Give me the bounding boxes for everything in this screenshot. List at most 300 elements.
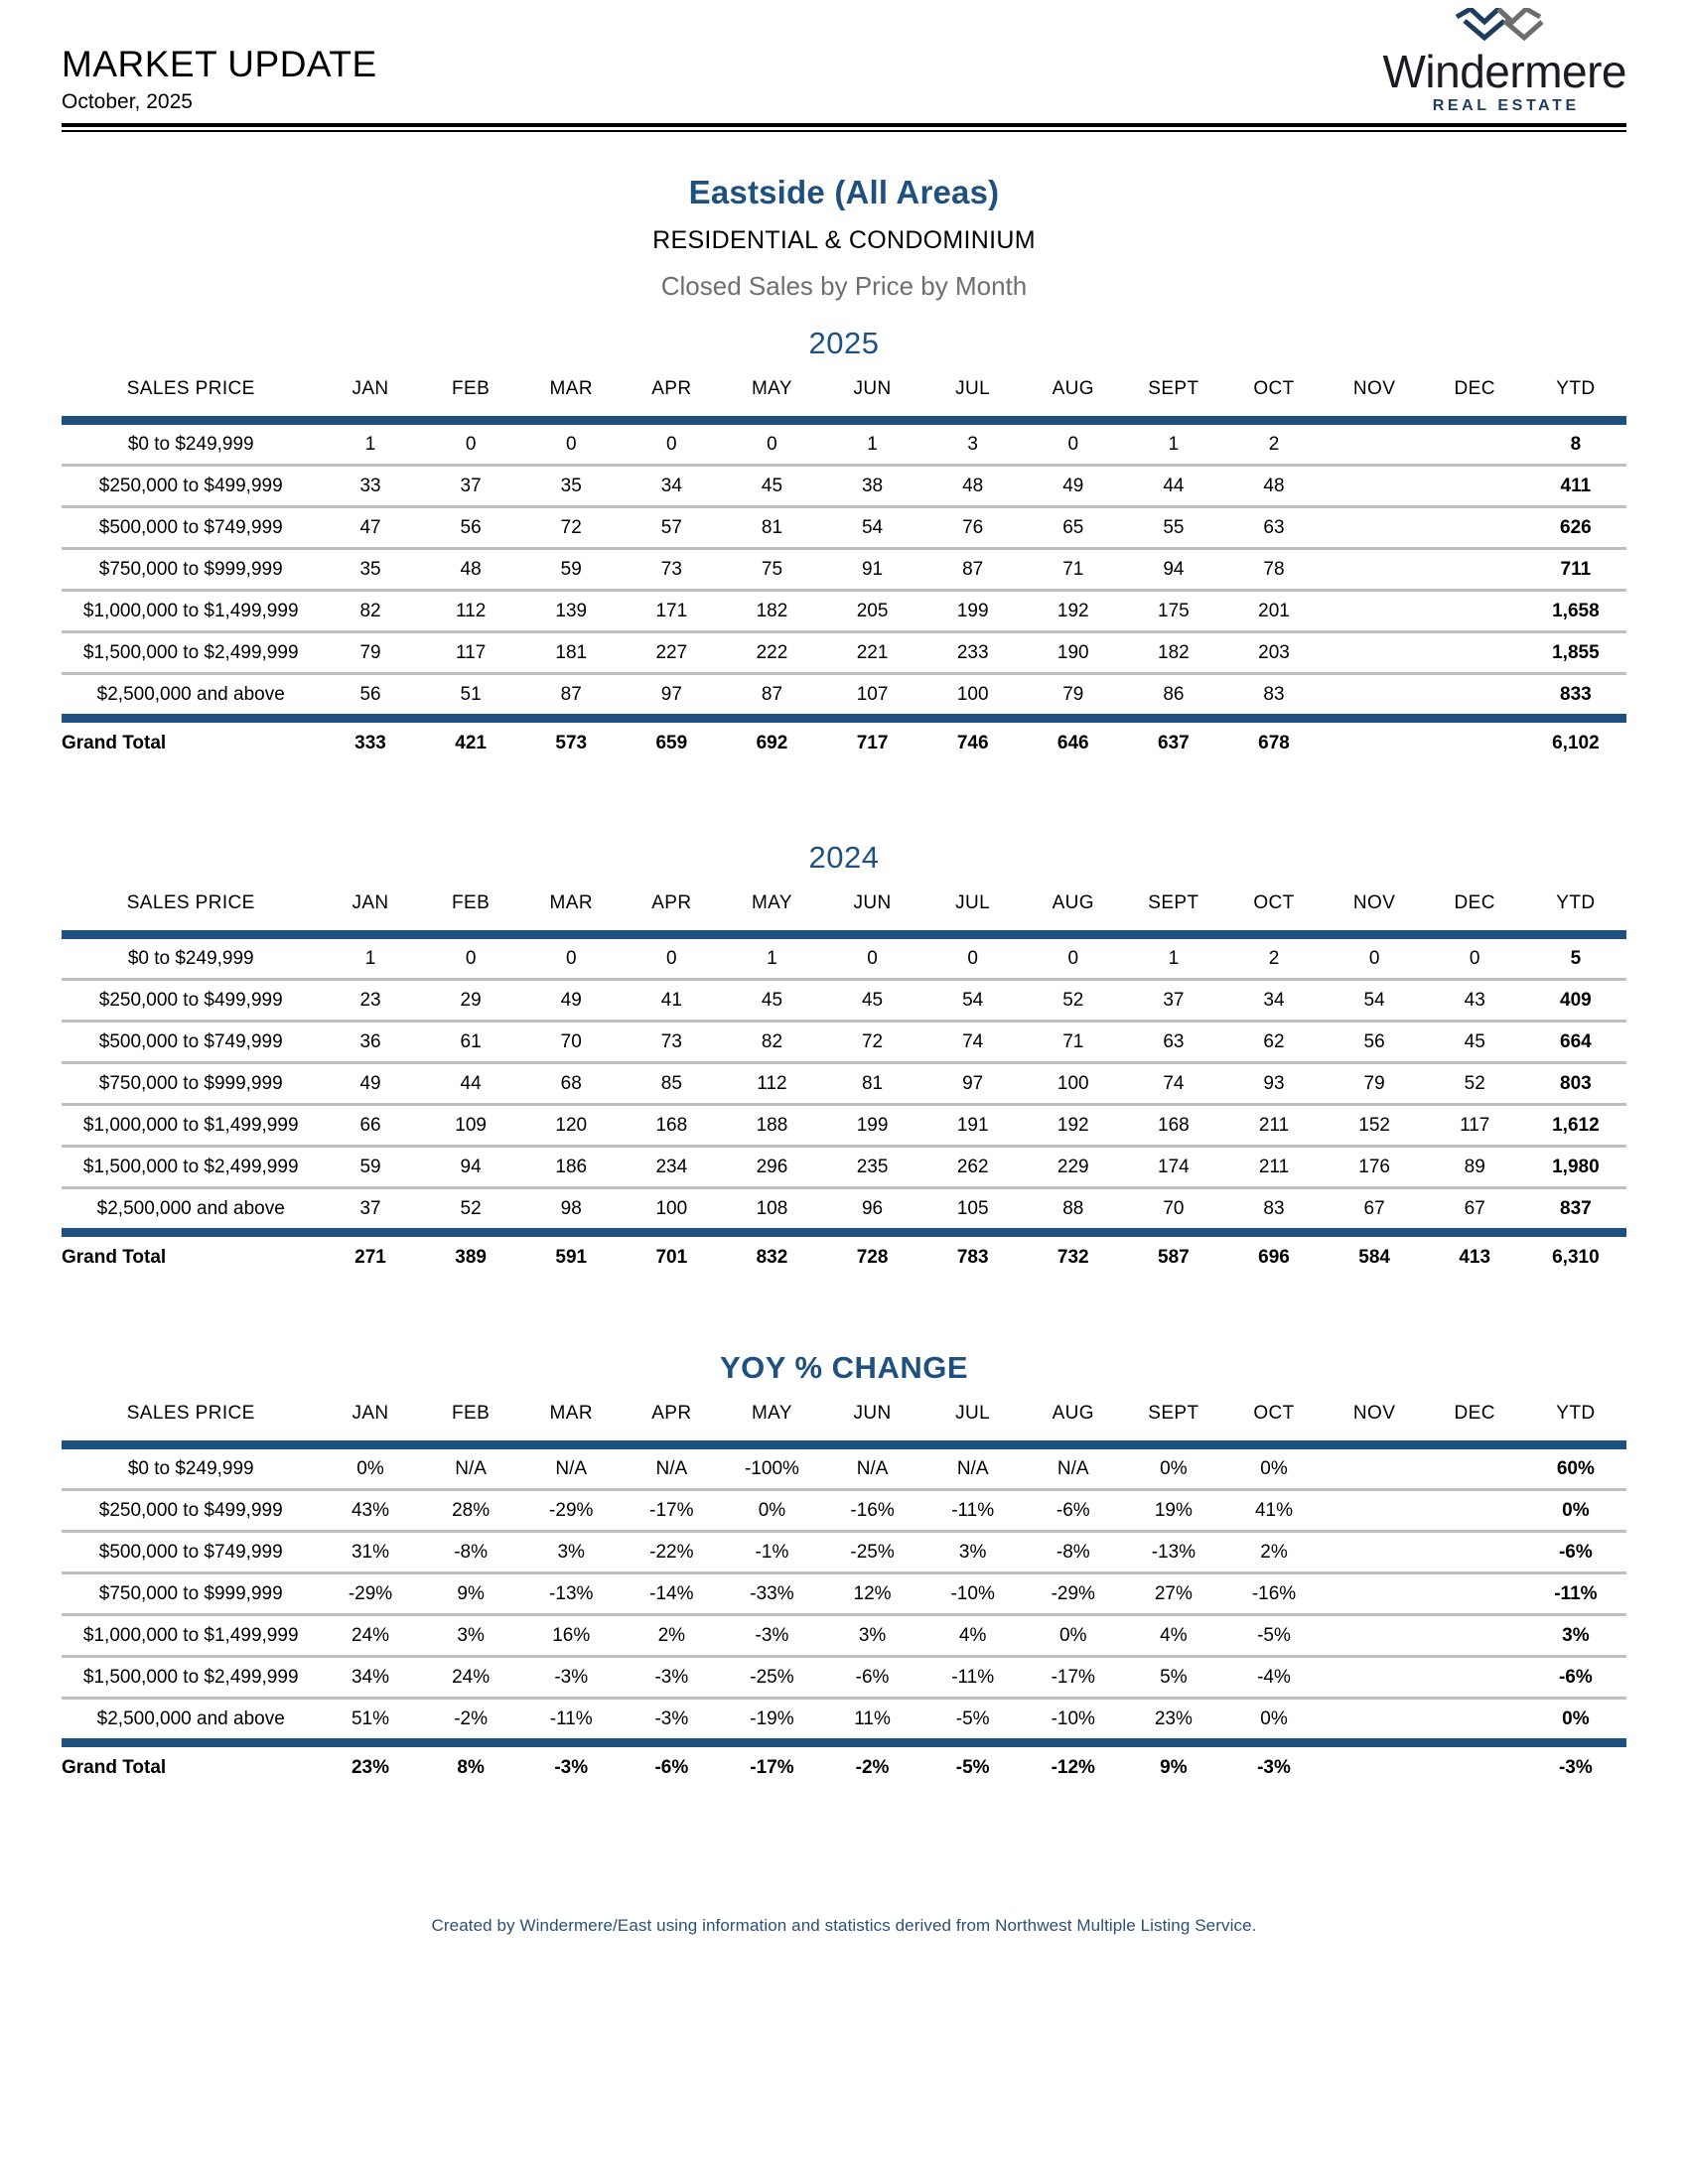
table-yoy [62,1392,1626,1789]
cell-value: 1 [1123,425,1223,466]
cell-value [1325,1573,1425,1615]
cell-value: 59 [320,1147,420,1188]
row-label: $250,000 to $499,999 [62,980,320,1022]
col-dec: DEC [1454,378,1495,399]
header-accent-rule [62,416,1626,425]
cell-value: 74 [922,1022,1023,1063]
table-row [62,1188,1626,1229]
cell-value: N/A [622,1449,722,1490]
cell-ytd: 60% [1525,1449,1626,1490]
cell-value: 27% [1123,1573,1223,1615]
cell-value [1325,466,1425,507]
cell-value: 3% [521,1532,622,1573]
cell-ytd: 1,658 [1525,591,1626,632]
cell-value [1325,507,1425,549]
total-value [1425,1747,1525,1789]
cell-value: -10% [922,1573,1023,1615]
cell-value: 63 [1123,1022,1223,1063]
cell-ytd: 803 [1525,1063,1626,1105]
total-value: -17% [750,1757,794,1778]
total-value: 271 [354,1247,386,1268]
table-2025 [62,367,1626,764]
header-title-block [62,46,377,117]
cell-value: 73 [622,549,722,591]
col-jul: JUL [955,1403,991,1424]
report-date: October, 2025 [62,89,193,113]
cell-value: 48 [922,466,1023,507]
header-divider-thick [62,123,1626,127]
cell-value [1325,674,1425,715]
cell-value: 76 [922,507,1023,549]
cell-value: 82 [320,591,420,632]
cell-value: 45 [722,466,822,507]
cell-value: 188 [722,1105,822,1147]
cell-value: 47 [320,507,420,549]
cell-ytd: 409 [1525,980,1626,1022]
cell-value: 181 [521,632,622,674]
cell-value: 44 [421,1063,521,1105]
cell-value: 117 [421,632,521,674]
table-header [62,1392,1626,1449]
cell-value: 235 [822,1147,922,1188]
table-row [62,980,1626,1022]
cell-value: N/A [521,1449,622,1490]
col-feb: FEB [452,892,491,913]
cell-value: 65 [1023,507,1123,549]
cell-value: -5% [1223,1615,1324,1657]
cell-value: 91 [822,549,922,591]
cell-value: 262 [922,1147,1023,1188]
total-value: 717 [856,733,889,753]
cell-value [1325,1699,1425,1739]
cell-value: N/A [421,1449,521,1490]
cell-value: -22% [622,1532,722,1573]
col-dec: DEC [1454,1403,1495,1424]
col-may: MAY [751,1403,792,1424]
cell-value: 19% [1123,1490,1223,1532]
cell-ytd: 664 [1525,1022,1626,1063]
cell-value: -29% [320,1573,420,1615]
cell-value: 51% [351,1707,390,1729]
col-feb: FEB [452,378,491,399]
total-row [62,1237,1626,1279]
header-row [62,882,1626,930]
total-value: 413 [1459,1247,1491,1268]
cell-ytd: -11% [1525,1573,1626,1615]
cell-value [1325,425,1425,466]
total-row-label: Grand Total [62,1757,167,1778]
cell-value: 11% [854,1707,891,1729]
cell-value: -3% [622,1657,722,1699]
cell-value: 0 [1023,425,1123,466]
total-value [1325,1747,1425,1789]
cell-value: 87 [922,549,1023,591]
cell-value: 34 [1223,980,1324,1022]
cell-value: 1 [320,939,420,980]
header-accent-rule [62,1440,1626,1449]
cell-value: 0 [822,939,922,980]
cell-value: -3% [654,1707,689,1729]
cell-value: 0 [722,425,822,466]
cell-value: 105 [956,1197,989,1219]
brand-name: Windermere [1382,45,1626,97]
col-ytd: YTD [1556,892,1596,913]
cell-value: 97 [660,683,682,705]
cell-value: 67 [1363,1197,1385,1219]
col-jun: JUN [853,378,892,399]
table-row [62,1022,1626,1063]
row-label: $500,000 to $749,999 [62,507,320,549]
cell-value: 74 [1123,1063,1223,1105]
total-value: 421 [455,733,487,753]
cell-value: 49 [1023,466,1123,507]
col-aug: AUG [1052,378,1094,399]
cell-value: 100 [655,1197,688,1219]
total-accent-rule [62,714,1626,723]
total-value: -6% [654,1757,689,1778]
cell-value: 176 [1325,1147,1425,1188]
cell-value: 85 [622,1063,722,1105]
total-value: 8% [457,1757,485,1778]
page-header [62,0,1626,117]
cell-value [1425,591,1525,632]
cell-value [1425,1657,1525,1699]
total-value: 584 [1358,1247,1390,1268]
cell-value: 2 [1223,939,1324,980]
cell-value [1325,549,1425,591]
cell-value: 86 [1163,683,1185,705]
cell-value: 221 [822,632,922,674]
cell-value [1425,1449,1525,1490]
cell-value: 37 [1123,980,1223,1022]
cell-value: 108 [756,1197,788,1219]
cell-ytd: 1,980 [1525,1147,1626,1188]
cell-value: 168 [1123,1105,1223,1147]
cell-value: -100% [722,1449,822,1490]
cell-value: -11% [922,1490,1023,1532]
row-label: $750,000 to $999,999 [62,1573,320,1615]
cell-value: 70 [521,1022,622,1063]
cell-value: 0 [622,425,722,466]
row-label: $0 to $249,999 [62,425,320,466]
section-heading-yoy: YOY % CHANGE [719,1350,969,1385]
col-nov: NOV [1352,892,1396,913]
cell-value [1425,466,1525,507]
cell-value: 52 [1023,980,1123,1022]
total-ytd: -3% [1558,1757,1593,1778]
table-row [62,591,1626,632]
cell-value: 41% [1223,1490,1324,1532]
cell-value: -5% [955,1707,990,1729]
cell-value: -10% [1051,1707,1095,1729]
total-value: -5% [955,1757,990,1778]
row-label: $2,500,000 and above [96,683,285,705]
col-feb: FEB [452,1403,491,1424]
cell-value: 52 [460,1197,482,1219]
cell-value: 68 [521,1063,622,1105]
total-value [1425,723,1525,764]
col-ytd: YTD [1556,1403,1596,1424]
cell-value: -17% [1023,1657,1123,1699]
cell-value: 66 [320,1105,420,1147]
col-aug: AUG [1052,892,1094,913]
cell-value: 0 [521,939,622,980]
cell-value: 229 [1023,1147,1123,1188]
cell-value: -17% [622,1490,722,1532]
cell-ytd: 1,612 [1525,1105,1626,1147]
cell-value: 0 [421,939,521,980]
cell-value: 2% [622,1615,722,1657]
table-body [62,425,1626,764]
cell-value: 35 [320,549,420,591]
cell-value [1325,1657,1425,1699]
cell-value: 45 [722,980,822,1022]
table-row [62,939,1626,980]
cell-value: 52 [1425,1063,1525,1105]
cell-value: 38 [822,466,922,507]
cell-value: 192 [1023,591,1123,632]
cell-value: 175 [1123,591,1223,632]
cell-value: 43 [1425,980,1525,1022]
cell-value: 192 [1023,1105,1123,1147]
col-sept: SEPT [1148,892,1199,913]
col-sept: SEPT [1148,1403,1199,1424]
row-label: $0 to $249,999 [62,939,320,980]
cell-value: N/A [922,1449,1023,1490]
cell-value: 190 [1023,632,1123,674]
cell-ytd: 711 [1525,549,1626,591]
header-accent-rule [62,930,1626,939]
cell-value: 0% [1223,1449,1324,1490]
cell-value: 28% [421,1490,521,1532]
total-row [62,1747,1626,1789]
col-mar: MAR [549,892,593,913]
col-jan: JAN [352,892,389,913]
cell-value: 54 [1325,980,1425,1022]
total-accent-rule [62,1738,1626,1747]
cell-value: 56 [1325,1022,1425,1063]
total-ytd: 6,310 [1552,1247,1600,1268]
cell-value: 78 [1223,549,1324,591]
table-row [62,507,1626,549]
cell-value: 296 [722,1147,822,1188]
cell-value: 29 [421,980,521,1022]
cell-value: 2 [1223,425,1324,466]
cell-value: 1 [1123,939,1223,980]
cell-value: 234 [622,1147,722,1188]
cell-value [1425,1490,1525,1532]
cell-value: -11% [922,1657,1023,1699]
cell-value: 139 [521,591,622,632]
cell-value: 0 [421,425,521,466]
col-jan: JAN [352,1403,389,1424]
cell-value: -13% [1123,1532,1223,1573]
brand-logo [1382,8,1626,117]
windermere-chevron-icon [1451,8,1558,49]
cell-value: 79 [320,632,420,674]
cell-value: 186 [521,1147,622,1188]
row-label: $500,000 to $749,999 [62,1022,320,1063]
row-label: $1,000,000 to $1,499,999 [62,1105,320,1147]
total-value: 678 [1258,733,1290,753]
total-value: 732 [1056,1247,1089,1268]
cell-value: 168 [622,1105,722,1147]
cell-value: 96 [861,1197,884,1219]
col-aug: AUG [1052,1403,1094,1424]
cell-value: 73 [622,1022,722,1063]
col-may: MAY [751,378,792,399]
cell-value: 49 [320,1063,420,1105]
total-value [1325,723,1425,764]
cell-value: 87 [761,683,783,705]
cell-value: 89 [1425,1147,1525,1188]
cell-value: 3% [421,1615,521,1657]
section-heading-2025: 2025 [808,326,880,360]
brand-tagline: REAL ESTATE [1432,97,1580,114]
cell-value: 24% [421,1657,521,1699]
col-apr: APR [651,1403,692,1424]
cell-value: 4% [1123,1615,1223,1657]
region-title: Eastside (All Areas) [688,174,1000,210]
col-nov: NOV [1352,1403,1396,1424]
cell-value: 0% [1023,1615,1123,1657]
total-value: -2% [855,1757,890,1778]
cell-value [1425,674,1525,715]
cell-value: N/A [822,1449,922,1490]
row-label: $1,500,000 to $2,499,999 [62,1147,320,1188]
table-row [62,466,1626,507]
cell-value: 56 [359,683,381,705]
cell-value: 0% [1260,1707,1288,1729]
section-spacer [62,764,1626,816]
cell-value: 4% [922,1615,1023,1657]
total-value: 573 [555,733,588,753]
col-jun: JUN [853,1403,892,1424]
table-row [62,674,1626,715]
table-row [62,1490,1626,1532]
cell-value: -4% [1223,1657,1324,1699]
property-types-subtitle: RESIDENTIAL & CONDOMINIUM [652,226,1036,254]
total-accent-rule [62,1228,1626,1237]
cell-value: 182 [1123,632,1223,674]
cell-value: 70 [1163,1197,1185,1219]
cell-ytd: 0% [1525,1490,1626,1532]
cell-value: 5% [1123,1657,1223,1699]
total-value: 389 [455,1247,487,1268]
cell-value: 0 [1325,939,1425,980]
cell-value: 107 [856,683,889,705]
cell-value: -13% [521,1573,622,1615]
cell-value [1425,1699,1525,1739]
cell-value: 211 [1223,1105,1324,1147]
total-value: -3% [554,1757,589,1778]
cell-value: 182 [722,591,822,632]
total-value: 646 [1056,733,1089,753]
total-value: 832 [756,1247,788,1268]
cell-value: 94 [1123,549,1223,591]
cell-value: -14% [622,1573,722,1615]
row-label: $2,500,000 and above [96,1197,285,1219]
col-jun: JUN [853,892,892,913]
cell-value: 24% [320,1615,420,1657]
cell-value: 79 [1062,683,1084,705]
cell-ytd: 626 [1525,507,1626,549]
cell-value: 79 [1325,1063,1425,1105]
cell-ytd: 8 [1525,425,1626,466]
cell-value: 45 [1425,1022,1525,1063]
col-nov: NOV [1352,378,1396,399]
page-title: MARKET UPDATE [62,44,377,85]
cell-value: 34% [320,1657,420,1699]
cell-value: 37 [359,1197,381,1219]
cell-value: 94 [421,1147,521,1188]
sales-table [62,882,1626,1279]
cell-value: -3% [722,1615,822,1657]
col-sept: SEPT [1148,378,1199,399]
table-row [62,1615,1626,1657]
cell-value: 72 [822,1022,922,1063]
col-may: MAY [751,892,792,913]
table-2024 [62,882,1626,1279]
cell-value: 233 [922,632,1023,674]
cell-value [1325,632,1425,674]
cell-value: -33% [722,1573,822,1615]
col-sales-price: SALES PRICE [126,1403,255,1424]
table-row [62,1699,1626,1739]
cell-value: 0 [1425,939,1525,980]
table-row [62,1063,1626,1105]
row-label: $2,500,000 and above [96,1707,285,1729]
cell-value: 45 [822,980,922,1022]
sales-table [62,367,1626,764]
cell-value [1425,425,1525,466]
cell-value: 41 [622,980,722,1022]
section-spacer [62,1279,1626,1350]
cell-value: 23 [320,980,420,1022]
cell-value: 1 [822,425,922,466]
total-value: -3% [1257,1757,1291,1778]
cell-value [1325,591,1425,632]
table-row [62,549,1626,591]
cell-value [1425,1532,1525,1573]
cell-ytd: 5 [1525,939,1626,980]
cell-value: 100 [1023,1063,1123,1105]
table-row [62,1657,1626,1699]
header-divider-thin [62,130,1626,132]
cell-value [1425,507,1525,549]
cell-value: 81 [822,1063,922,1105]
col-mar: MAR [549,1403,593,1424]
table-row [62,1105,1626,1147]
cell-value: 211 [1223,1147,1324,1188]
col-mar: MAR [549,378,593,399]
table-row [62,1147,1626,1188]
cell-value: 3 [922,425,1023,466]
cell-value: 87 [560,683,582,705]
cell-value: 83 [1263,683,1285,705]
total-value: 659 [655,733,688,753]
cell-value: 55 [1123,507,1223,549]
cell-value: 0 [521,425,622,466]
total-row [62,723,1626,764]
metric-subtitle: Closed Sales by Price by Month [660,271,1028,301]
col-oct: OCT [1253,378,1295,399]
cell-value: 49 [521,980,622,1022]
cell-value: 88 [1062,1197,1084,1219]
cell-value: -8% [1023,1532,1123,1573]
cell-value: 0 [1023,939,1123,980]
cell-value: 112 [722,1063,822,1105]
